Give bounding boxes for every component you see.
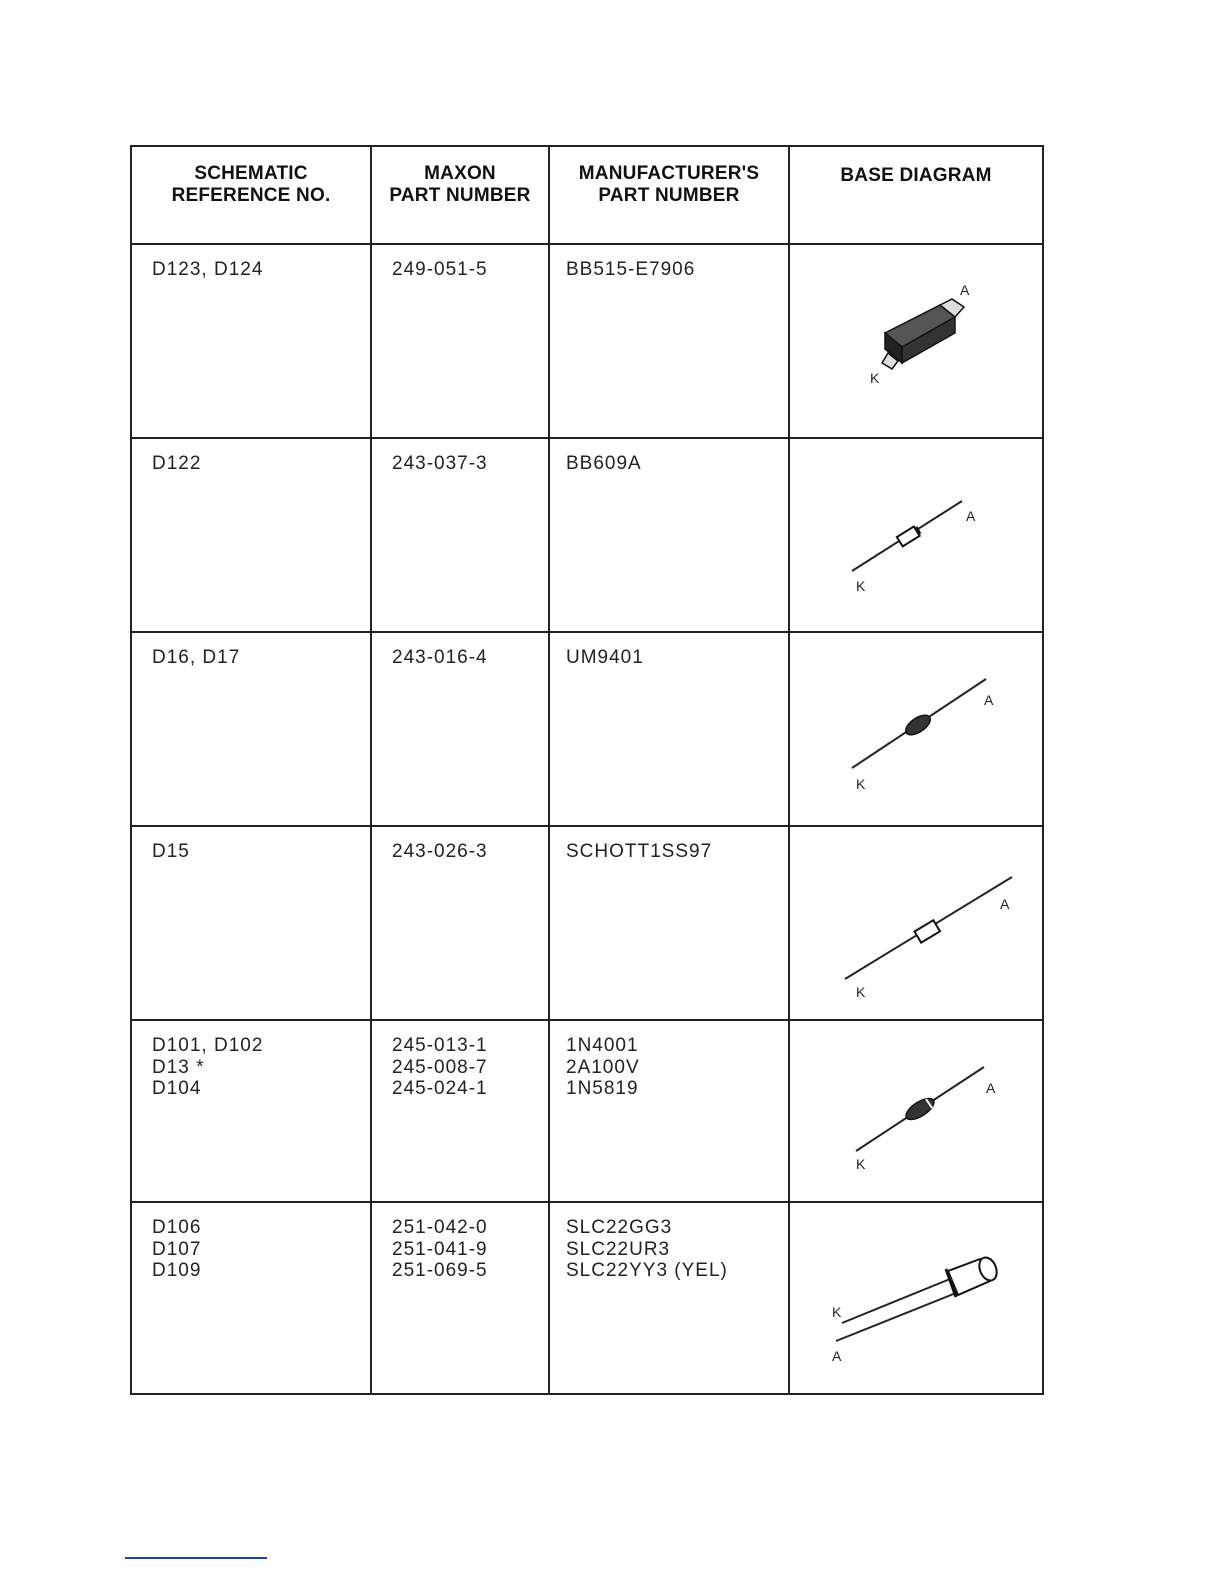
parts-table <box>130 145 1044 1395</box>
axial-diode-icon <box>790 1021 1040 1211</box>
cell-base-diagram <box>789 1202 1043 1394</box>
smd-diode-icon <box>790 245 1040 435</box>
header-row <box>131 146 1043 244</box>
header-base-diagram: BASE DIAGRAM <box>789 146 1043 244</box>
cell-base-diagram <box>789 1020 1043 1202</box>
anode-label: A <box>984 692 995 708</box>
table-row <box>131 826 1043 1020</box>
cell-maxon: 249-051-5 <box>371 244 549 438</box>
cell-base-diagram <box>789 632 1043 826</box>
header-schematic: SCHEMATIC REFERENCE NO. <box>131 146 371 244</box>
cell-base-diagram <box>789 244 1043 438</box>
header-manufacturer: MANUFACTURER'S PART NUMBER <box>549 146 789 244</box>
cathode-label: K <box>856 578 867 594</box>
axial-diode-icon <box>790 633 1040 823</box>
axial-diode-icon <box>790 439 1040 629</box>
header-maxon: MAXON PART NUMBER <box>371 146 549 244</box>
cathode-label: K <box>870 370 881 386</box>
anode-label: A <box>960 282 971 298</box>
cell-manufacturer: UM9401 <box>549 632 789 826</box>
table-row <box>131 438 1043 632</box>
led-icon <box>790 1203 1040 1393</box>
cell-maxon: 243-037-3 <box>371 438 549 632</box>
cell-schematic: D15 <box>131 826 371 1020</box>
cell-manufacturer: SLC22GG3 SLC22UR3 SLC22YY3 (YEL) <box>549 1202 789 1394</box>
cell-schematic: D106 D107 D109 <box>131 1202 371 1394</box>
table-row <box>131 632 1043 826</box>
cell-base-diagram <box>789 826 1043 1020</box>
axial-diode-icon <box>790 827 1040 1017</box>
cell-base-diagram <box>789 438 1043 632</box>
cell-manufacturer: BB609A <box>549 438 789 632</box>
cell-maxon: 245-013-1 245-008-7 245-024-1 <box>371 1020 549 1202</box>
cell-maxon: 251-042-0 251-041-9 251-069-5 <box>371 1202 549 1394</box>
cell-maxon: 243-026-3 <box>371 826 549 1020</box>
cathode-label: K <box>856 1156 867 1172</box>
cathode-label: K <box>832 1304 843 1320</box>
table-row <box>131 1020 1043 1202</box>
footer-rule <box>125 1557 267 1559</box>
parts-table-sheet <box>130 145 1042 1383</box>
anode-label: A <box>1000 896 1011 912</box>
cell-schematic: D16, D17 <box>131 632 371 826</box>
cell-schematic: D101, D102 D13 * D104 <box>131 1020 371 1202</box>
cell-schematic: D122 <box>131 438 371 632</box>
anode-label: A <box>832 1348 843 1364</box>
cell-schematic: D123, D124 <box>131 244 371 438</box>
anode-label: A <box>986 1080 997 1096</box>
table-row <box>131 244 1043 438</box>
anode-label: A <box>966 508 977 524</box>
cathode-label: K <box>856 984 867 1000</box>
cathode-label: K <box>856 776 867 792</box>
cell-manufacturer: 1N4001 2A100V 1N5819 <box>549 1020 789 1202</box>
cell-manufacturer: SCHOTT1SS97 <box>549 826 789 1020</box>
cell-maxon: 243-016-4 <box>371 632 549 826</box>
cell-manufacturer: BB515-E7906 <box>549 244 789 438</box>
table-row <box>131 1202 1043 1394</box>
